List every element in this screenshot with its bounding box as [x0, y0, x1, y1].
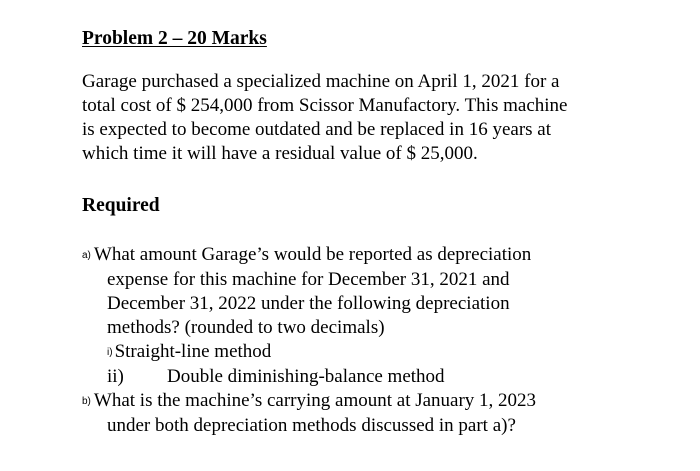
description-line: Garage purchased a specialized machine on April 1, 2021 for a: [82, 71, 560, 92]
required-heading: Required: [82, 195, 160, 216]
question-a-text: What amount Garage’s would be reported as depreciation: [93, 244, 532, 265]
description-line: total cost of $ 254,000 from Scissor Manufactory. This machine: [82, 95, 568, 116]
question-b-marker: b): [82, 396, 91, 407]
question-a-line: December 31, 2022 under the following depreciation: [107, 293, 510, 314]
description-line: which time it will have a residual value of $ 25,000.: [82, 143, 478, 164]
sub-item-i-text: Straight-line method: [114, 341, 272, 362]
sub-item-i-marker: i): [107, 347, 113, 358]
question-a-line: expense for this machine for December 31, 2021 and: [107, 269, 510, 290]
sub-item-ii-marker: ii): [107, 366, 124, 387]
sub-item-i: [82, 340, 682, 365]
question-a-line: methods? (rounded to two decimals): [107, 317, 385, 338]
sub-item-ii: [82, 365, 682, 389]
description-line: is expected to become outdated and be replaced in 16 years at: [82, 119, 551, 140]
question-b-line: under both depreciation methods discussed in part a)?: [107, 415, 516, 436]
problem-heading: Problem 2 – 20 Marks: [82, 28, 267, 49]
question-b-text: What is the machine’s carrying amount at January 1, 2023: [93, 390, 537, 411]
sub-item-ii-text: Double diminishing-balance method: [167, 366, 445, 387]
question-a-marker: a): [82, 250, 91, 261]
question-b-line: [82, 389, 682, 414]
questions-list: [82, 243, 682, 438]
problem-description: [82, 70, 642, 166]
question-a-line: [82, 243, 682, 268]
